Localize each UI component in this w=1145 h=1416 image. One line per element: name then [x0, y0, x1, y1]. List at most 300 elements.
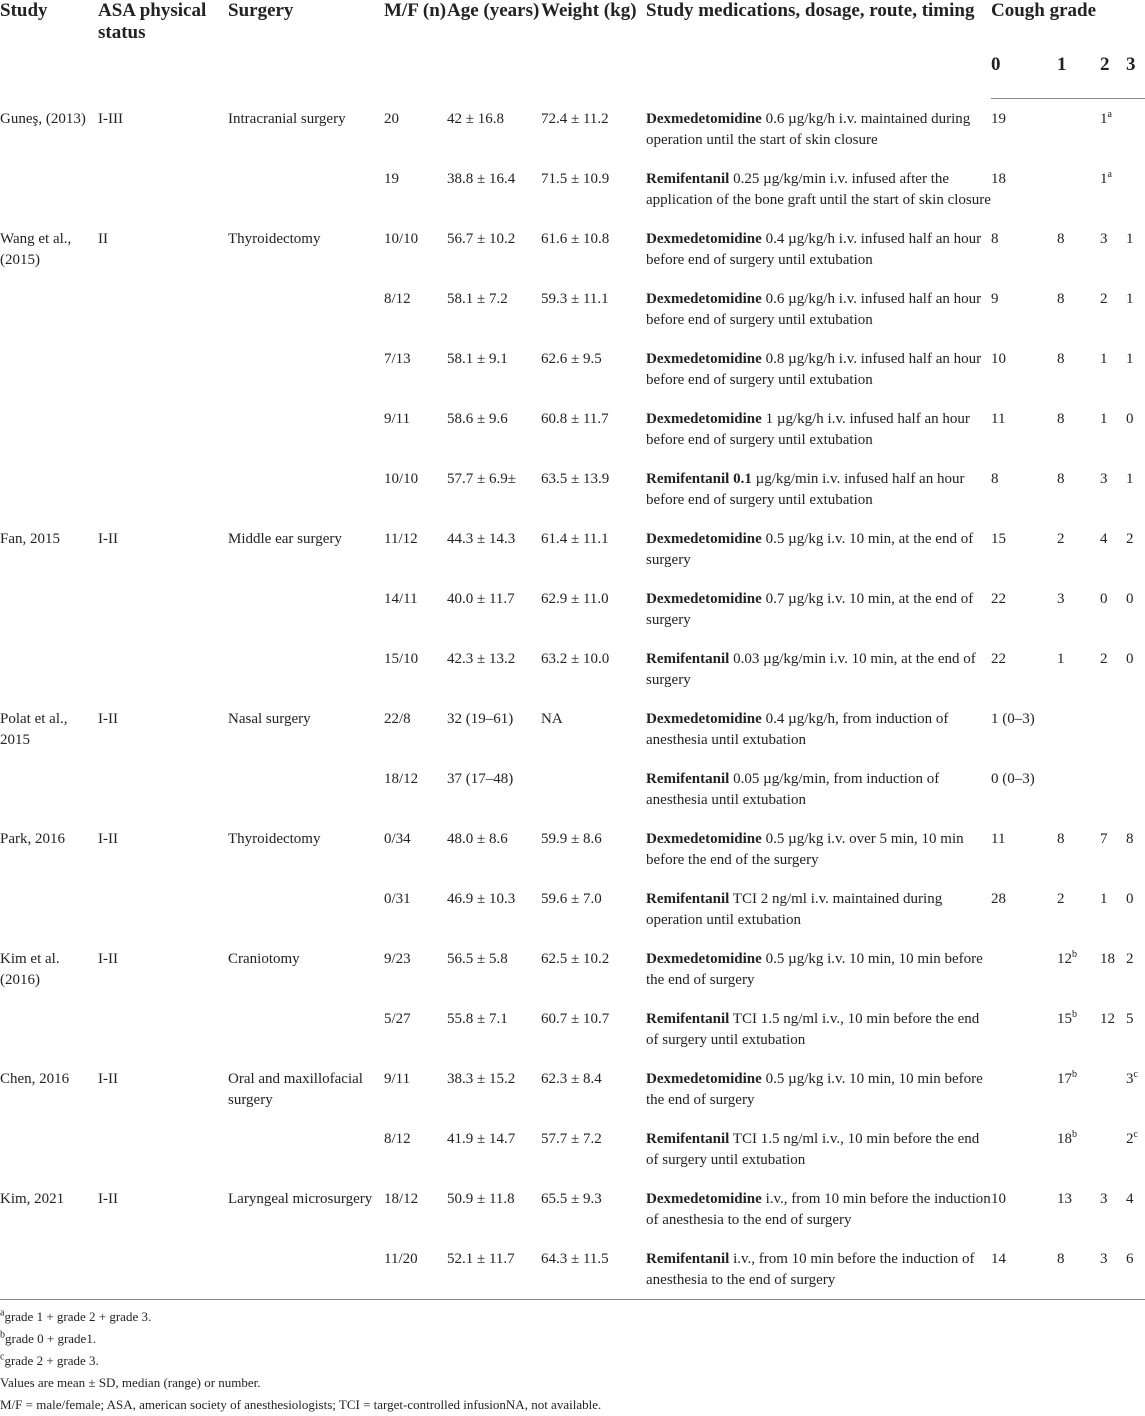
cell-study — [0, 159, 98, 219]
grade-value: 0 — [1100, 590, 1108, 607]
grade-value: 2 — [1100, 650, 1108, 667]
cell-grade-0 — [991, 759, 1057, 819]
footnote-marker: b — [1072, 1128, 1077, 1140]
grade-value: 14 — [991, 1250, 1006, 1267]
cell-grade-2 — [1100, 999, 1126, 1059]
grade-value: 8 — [1057, 470, 1065, 487]
drug-dose: 0.4 µg/kg/h, from induction of anesthesia until extubation — [646, 710, 949, 748]
cell-weight: 57.7 ± 7.2 — [541, 1130, 602, 1147]
cell-medication — [646, 459, 991, 519]
cell-surgery: Craniotomy — [228, 950, 300, 967]
footnote — [0, 1394, 1145, 1416]
drug-name: Dexmedetomidine — [646, 410, 762, 427]
drug-name: Dexmedetomidine — [646, 1190, 762, 1207]
cell-grade-0 — [991, 279, 1057, 339]
cell-medication — [646, 999, 991, 1059]
cell-asa: I-II — [98, 1190, 118, 1207]
grade-value: 13 — [1057, 1190, 1072, 1207]
cell-grade-1 — [1057, 1119, 1100, 1179]
drug-dose: 0.7 µg/kg i.v. 10 min, at the end of surgery — [646, 590, 974, 628]
drug-dose: i.v., from 10 min before the induction of anesthesia to the end of surgery — [646, 1190, 991, 1228]
table-row — [0, 879, 1145, 939]
cell-mf: 9/23 — [384, 950, 411, 967]
header-asa: ASA physical status — [98, 0, 207, 43]
table-row — [0, 939, 1145, 999]
grade-value: 2 — [1126, 1130, 1134, 1147]
cell-grade-1 — [1057, 339, 1100, 399]
drug-name: Dexmedetomidine — [646, 230, 762, 247]
cell-study — [0, 399, 98, 459]
cell-grade-3 — [1126, 939, 1145, 999]
cell-grade-2 — [1100, 1119, 1126, 1179]
cell-grade-3 — [1126, 339, 1145, 399]
cell-age: 38.3 ± 15.2 — [447, 1070, 516, 1087]
cell-medication — [646, 699, 991, 759]
footnote — [0, 1372, 1145, 1394]
cell-medication — [646, 219, 991, 279]
cell-weight: 62.3 ± 8.4 — [541, 1070, 602, 1087]
cell-weight: 72.4 ± 11.2 — [541, 110, 609, 127]
cell-medication — [646, 1239, 991, 1300]
cell-age: 52.1 ± 11.7 — [447, 1250, 515, 1267]
cell-age: 56.7 ± 10.2 — [447, 230, 516, 247]
cell-weight: 62.5 ± 10.2 — [541, 950, 610, 967]
cell-grade-3 — [1126, 1239, 1145, 1300]
cell-grade-2 — [1100, 819, 1126, 879]
cell-grade-2 — [1100, 399, 1126, 459]
grade-value: 2 — [1057, 530, 1065, 547]
cell-medication — [646, 99, 991, 159]
table-row — [0, 819, 1145, 879]
table-row — [0, 999, 1145, 1059]
cell-age: 55.8 ± 7.1 — [447, 1010, 508, 1027]
cell-grade-0 — [991, 1059, 1057, 1119]
cell-study — [0, 999, 98, 1059]
cell-grade-1 — [1057, 519, 1100, 579]
cell-surgery — [228, 159, 384, 219]
cell-grade-3 — [1126, 399, 1145, 459]
cell-asa — [98, 999, 228, 1059]
cell-asa: I-III — [98, 110, 123, 127]
grade-value: 5 — [1126, 1010, 1134, 1027]
grade-value: 18 — [1100, 950, 1115, 967]
grade-value: 7 — [1100, 830, 1108, 847]
grade-value: 4 — [1126, 1190, 1134, 1207]
cell-grade-2 — [1100, 279, 1126, 339]
cell-grade-0 — [991, 219, 1057, 279]
header-grade-3: 3 — [1126, 50, 1145, 99]
cell-mf: 18/12 — [384, 770, 419, 787]
cell-age: 57.7 ± 6.9± — [447, 470, 516, 487]
header-mf: M/F (n) — [384, 0, 447, 21]
grade-value: 12 — [1057, 950, 1072, 967]
table-row — [0, 99, 1145, 159]
grade-value: 12 — [1100, 1010, 1115, 1027]
cell-study — [0, 1239, 98, 1300]
grade-value: 10 — [991, 1190, 1006, 1207]
cell-grade-3 — [1126, 639, 1145, 699]
cell-surgery — [228, 579, 384, 639]
table-header — [0, 0, 1145, 99]
cell-weight: 65.5 ± 9.3 — [541, 1190, 602, 1207]
grade-value: 2 — [1126, 530, 1134, 547]
table-row — [0, 699, 1145, 759]
cell-grade-1 — [1057, 1179, 1100, 1239]
cell-surgery — [228, 999, 384, 1059]
cell-age: 58.1 ± 9.1 — [447, 350, 508, 367]
grade-value: 8 — [991, 470, 999, 487]
grade-value: 1 — [1100, 350, 1108, 367]
table-row — [0, 219, 1145, 279]
cell-age: 50.9 ± 11.8 — [447, 1190, 515, 1207]
cell-grade-0 — [991, 699, 1057, 759]
drug-name: Dexmedetomidine — [646, 830, 762, 847]
drug-dose: 0.25 µg/kg/min i.v. infused after the application of the bone graft until the start of skin closure — [646, 170, 991, 208]
cell-grade-2 — [1100, 159, 1126, 219]
cell-grade-1 — [1057, 639, 1100, 699]
cell-study — [0, 1119, 98, 1179]
grade-value: 1 — [1100, 170, 1108, 187]
grade-value: 6 — [1126, 1250, 1134, 1267]
cell-surgery: Thyroidectomy — [228, 230, 321, 247]
table-row — [0, 1239, 1145, 1300]
cell-grade-0 — [991, 1179, 1057, 1239]
cell-medication — [646, 279, 991, 339]
grade-value: 3 — [1100, 1250, 1108, 1267]
cell-grade-3 — [1126, 279, 1145, 339]
cell-grade-1 — [1057, 279, 1100, 339]
table-row — [0, 459, 1145, 519]
cell-grade-2 — [1100, 339, 1126, 399]
grade-value: 11 — [991, 830, 1006, 847]
cell-grade-0 — [991, 519, 1057, 579]
footnote — [0, 1328, 1145, 1350]
cell-mf: 15/10 — [384, 650, 419, 667]
cell-asa — [98, 579, 228, 639]
cell-mf: 0/34 — [384, 830, 411, 847]
cell-mf: 9/11 — [384, 410, 411, 427]
drug-name: Remifentanil — [646, 1010, 730, 1027]
cell-medication — [646, 1179, 991, 1239]
cell-grade-0 — [991, 159, 1057, 219]
drug-dose: 0.03 µg/kg/min i.v. 10 min, at the end of surgery — [646, 650, 976, 688]
cell-asa — [98, 879, 228, 939]
cell-study — [0, 339, 98, 399]
cell-medication — [646, 159, 991, 219]
grade-value: 3 — [1100, 470, 1108, 487]
cell-mf: 14/11 — [384, 590, 418, 607]
cell-grade-1 — [1057, 999, 1100, 1059]
cell-grade-2 — [1100, 1239, 1126, 1300]
cell-grade-1 — [1057, 399, 1100, 459]
grade-value: 3 — [1057, 590, 1065, 607]
cell-study: Chen, 2016 — [0, 1070, 70, 1087]
grade-value: 15 — [991, 530, 1006, 547]
cell-mf: 10/10 — [384, 470, 419, 487]
cell-mf: 22/8 — [384, 710, 411, 727]
drug-dose: i.v., from 10 min before the induction of anesthesia to the end of surgery — [646, 1250, 975, 1288]
footnote-marker: c — [1133, 1128, 1138, 1140]
cell-grade-2 — [1100, 759, 1126, 819]
drug-name: Remifentanil — [646, 650, 730, 667]
cell-mf: 5/27 — [384, 1010, 411, 1027]
cell-grade-1 — [1057, 1239, 1100, 1300]
cell-grade-3 — [1126, 99, 1145, 159]
footnote-text: grade 0 + grade1. — [5, 1330, 97, 1346]
cell-surgery — [228, 759, 384, 819]
cell-grade-2 — [1100, 99, 1126, 159]
cell-grade-2 — [1100, 939, 1126, 999]
cell-grade-2 — [1100, 1179, 1126, 1239]
footnote-marker: c — [1133, 1068, 1138, 1080]
drug-name: Remifentanil — [646, 1250, 730, 1267]
drug-name: Dexmedetomidine — [646, 110, 762, 127]
cell-grade-2 — [1100, 879, 1126, 939]
cell-grade-3 — [1126, 519, 1145, 579]
grade-value: 9 — [991, 290, 999, 307]
grade-value: 8 — [1057, 290, 1065, 307]
cell-grade-2 — [1100, 639, 1126, 699]
cell-weight: 62.6 ± 9.5 — [541, 350, 602, 367]
cell-study: Polat et al., 2015 — [0, 710, 68, 748]
cell-mf: 11/12 — [384, 530, 418, 547]
cell-grade-0 — [991, 939, 1057, 999]
cell-medication — [646, 759, 991, 819]
grade-value: 1 — [1100, 111, 1108, 127]
drug-dose: TCI 1.5 ng/ml i.v., 10 min before the end of surgery until extubation — [646, 1130, 980, 1168]
cell-study — [0, 279, 98, 339]
cell-age: 48.0 ± 8.6 — [447, 830, 508, 847]
cell-grade-1 — [1057, 459, 1100, 519]
header-grade-1: 1 — [1057, 50, 1100, 99]
footnote-marker: a — [0, 1307, 5, 1319]
cell-age: 58.6 ± 9.6 — [447, 410, 508, 427]
cell-asa: I-II — [98, 710, 118, 727]
cell-grade-0 — [991, 399, 1057, 459]
grade-value: 8 — [1126, 830, 1134, 847]
header-weight: Weight (kg) — [541, 0, 637, 21]
cell-medication — [646, 1059, 991, 1119]
cell-asa — [98, 339, 228, 399]
grade-value: 1 — [1100, 410, 1108, 427]
table-row — [0, 519, 1145, 579]
grade-value: 3 — [1100, 230, 1108, 247]
cell-surgery: Nasal surgery — [228, 710, 311, 727]
footnote-marker: c — [0, 1351, 5, 1363]
cell-grade-0 — [991, 579, 1057, 639]
drug-dose: 0.5 µg/kg i.v. over 5 min, 10 min before the end of the surgery — [646, 830, 964, 868]
grade-value: 2 — [1100, 290, 1108, 307]
grade-value: 0 — [1126, 650, 1134, 667]
cell-mf: 20 — [384, 110, 399, 127]
cell-medication — [646, 579, 991, 639]
cell-study: Guneş, (2013) — [0, 110, 86, 127]
cell-grade-0 — [991, 999, 1057, 1059]
drug-name: Dexmedetomidine — [646, 530, 762, 547]
drug-dose: 0.5 µg/kg i.v. 10 min, 10 min before the end of surgery — [646, 950, 983, 988]
cell-grade-1 — [1057, 699, 1100, 759]
grade-value: 8 — [1057, 1250, 1065, 1267]
drug-name: Remifentanil — [646, 890, 730, 907]
table-row — [0, 639, 1145, 699]
drug-dose: 0.6 µg/kg/h i.v. infused half an hour before end of surgery until extubation — [646, 290, 982, 328]
cell-grade-1 — [1057, 219, 1100, 279]
cell-grade-2 — [1100, 699, 1126, 759]
footnote — [0, 1306, 1145, 1328]
table-row — [0, 1119, 1145, 1179]
grade-value: 1 — [1100, 890, 1108, 907]
cell-medication — [646, 519, 991, 579]
cell-surgery — [228, 1239, 384, 1300]
drug-dose: 0.6 µg/kg/h i.v. maintained during operation until the start of skin closure — [646, 110, 971, 148]
cell-mf: 0/31 — [384, 890, 411, 907]
table-row — [0, 279, 1145, 339]
table-row — [0, 579, 1145, 639]
cell-grade-0 — [991, 819, 1057, 879]
cell-asa: II — [98, 230, 108, 247]
cell-asa — [98, 759, 228, 819]
grade-value: 18 — [1057, 1130, 1072, 1147]
cell-surgery — [228, 399, 384, 459]
header-grade-2: 2 — [1100, 50, 1126, 99]
cell-asa — [98, 639, 228, 699]
cell-grade-0 — [991, 639, 1057, 699]
cell-grade-0 — [991, 339, 1057, 399]
cell-study — [0, 879, 98, 939]
cell-grade-0 — [991, 99, 1057, 159]
grade-value: 2 — [1057, 890, 1065, 907]
cell-grade-1 — [1057, 879, 1100, 939]
footnote-text: grade 2 + grade 3. — [4, 1352, 99, 1368]
cell-mf: 10/10 — [384, 230, 419, 247]
header-age: Age (years) — [447, 0, 540, 21]
footnote-marker: a — [1107, 168, 1112, 180]
grade-value: 0 — [1126, 890, 1134, 907]
grade-value: 17 — [1057, 1070, 1072, 1087]
cell-weight: 62.9 ± 11.0 — [541, 590, 609, 607]
cell-grade-3 — [1126, 999, 1145, 1059]
cell-study — [0, 639, 98, 699]
grade-value: 3 — [1100, 1190, 1108, 1207]
cell-weight — [541, 759, 646, 819]
grade-value: 1 — [1126, 350, 1134, 367]
cell-grade-3 — [1126, 699, 1145, 759]
cell-grade-1 — [1057, 579, 1100, 639]
header-study: Study — [0, 0, 48, 21]
cell-weight: 60.7 ± 10.7 — [541, 1010, 610, 1027]
cell-asa — [98, 1119, 228, 1179]
cell-age: 38.8 ± 16.4 — [447, 170, 516, 187]
grade-value: 2 — [1126, 950, 1134, 967]
drug-dose: 0.5 µg/kg i.v. 10 min, 10 min before the end of surgery — [646, 1070, 983, 1108]
header-cough-grade: Cough grade — [991, 0, 1097, 21]
footnote-marker: a — [1107, 109, 1112, 120]
grade-value: 1 — [1057, 650, 1065, 667]
cell-study: Fan, 2015 — [0, 530, 60, 547]
drug-name: Dexmedetomidine — [646, 710, 762, 727]
cell-age: 56.5 ± 5.8 — [447, 950, 508, 967]
drug-name: Remifentanil — [646, 170, 730, 187]
cell-weight: NA — [541, 710, 563, 727]
grade-value: 3 — [1126, 1070, 1134, 1087]
cell-mf: 9/11 — [384, 1070, 411, 1087]
drug-name: Dexmedetomidine — [646, 590, 762, 607]
drug-dose: µg/kg/min i.v. infused half an hour before end of surgery until extubation — [646, 470, 965, 508]
grade-value: 28 — [991, 890, 1006, 907]
cell-medication — [646, 939, 991, 999]
cell-weight: 63.5 ± 13.9 — [541, 470, 610, 487]
footnote-text: Values are mean ± SD, median (range) or number. — [0, 1374, 261, 1390]
cell-asa: I-II — [98, 530, 118, 547]
footnote-marker: b — [0, 1329, 5, 1341]
cell-study: Kim et al. (2016) — [0, 950, 60, 988]
cell-medication — [646, 879, 991, 939]
cell-mf: 8/12 — [384, 290, 411, 307]
cell-asa — [98, 459, 228, 519]
cell-mf: 8/12 — [384, 1130, 411, 1147]
cell-grade-3 — [1126, 1119, 1145, 1179]
table-row — [0, 399, 1145, 459]
drug-name: Remifentanil — [646, 1130, 730, 1147]
grade-value: 19 — [991, 111, 1006, 127]
cell-weight: 61.4 ± 11.1 — [541, 530, 609, 547]
drug-name: Dexmedetomidine — [646, 1070, 762, 1087]
cell-grade-3 — [1126, 1179, 1145, 1239]
cell-study: Kim, 2021 — [0, 1190, 65, 1207]
cell-grade-1 — [1057, 759, 1100, 819]
drug-dose: TCI 2 ng/ml i.v. maintained during operation until extubation — [646, 890, 943, 928]
cell-asa — [98, 159, 228, 219]
grade-value: 8 — [1057, 410, 1065, 427]
cell-grade-1 — [1057, 159, 1100, 219]
grade-value: 8 — [1057, 350, 1065, 367]
drug-name: Remifentanil — [646, 770, 730, 787]
footnote-marker: b — [1072, 948, 1077, 960]
cell-medication — [646, 819, 991, 879]
cell-grade-3 — [1126, 819, 1145, 879]
cell-weight: 59.9 ± 8.6 — [541, 830, 602, 847]
cell-surgery — [228, 339, 384, 399]
cell-grade-3 — [1126, 459, 1145, 519]
table-row — [0, 159, 1145, 219]
cell-study — [0, 459, 98, 519]
cell-grade-1 — [1057, 99, 1100, 159]
cell-grade-3 — [1126, 159, 1145, 219]
grade-value: 0 — [1126, 410, 1134, 427]
cell-study — [0, 759, 98, 819]
cell-mf: 18/12 — [384, 1190, 419, 1207]
grade-value: 0 — [1126, 590, 1134, 607]
grade-value: 18 — [991, 170, 1006, 187]
cell-medication — [646, 1119, 991, 1179]
cell-age: 46.9 ± 10.3 — [447, 890, 516, 907]
cell-study: Park, 2016 — [0, 830, 65, 847]
cell-grade-2 — [1100, 1059, 1126, 1119]
footnote — [0, 1350, 1145, 1372]
cell-mf: 19 — [384, 170, 399, 187]
cell-weight: 59.3 ± 11.1 — [541, 290, 609, 307]
drug-dose: TCI 1.5 ng/ml i.v., 10 min before the end of surgery until extubation — [646, 1010, 980, 1048]
cell-grade-3 — [1126, 579, 1145, 639]
cell-mf: 7/13 — [384, 350, 411, 367]
cell-grade-0 — [991, 1239, 1057, 1300]
cell-surgery — [228, 459, 384, 519]
footnote-text: M/F = male/female; ASA, american society of anesthesiologists; TCI = target-controlled infusionNA, not available. — [0, 1396, 602, 1412]
drug-name: Remifentanil 0.1 — [646, 470, 752, 487]
cell-medication — [646, 639, 991, 699]
footnote-text: grade 1 + grade 2 + grade 3. — [4, 1308, 152, 1324]
grade-value: 4 — [1100, 530, 1108, 547]
